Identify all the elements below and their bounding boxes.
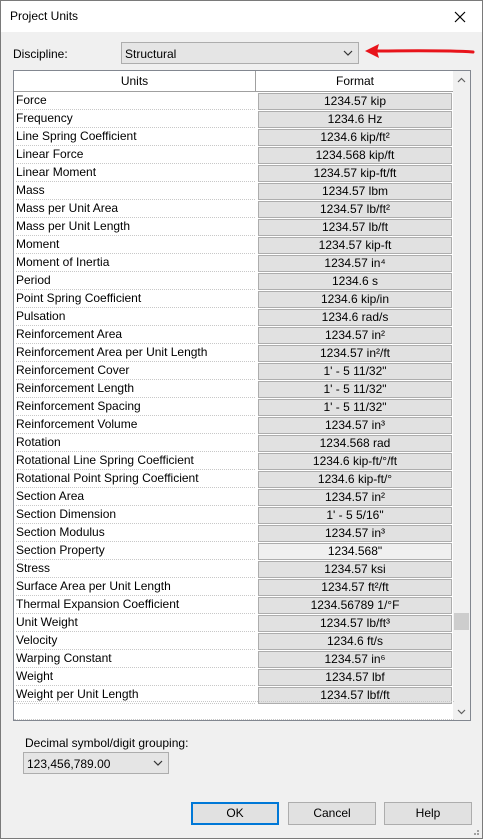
format-button[interactable]: 1234.57 in² <box>258 327 452 344</box>
table-row[interactable] <box>14 200 454 218</box>
format-button[interactable]: 1234.57 in²/ft <box>258 345 452 362</box>
unit-name-cell: Mass <box>16 182 255 200</box>
table-row[interactable] <box>14 146 454 164</box>
decimal-grouping-dropdown[interactable] <box>23 752 169 774</box>
format-button[interactable]: 1234.568" <box>258 543 452 560</box>
unit-name-cell: Moment of Inertia <box>16 254 255 272</box>
unit-name-cell: Frequency <box>16 110 255 128</box>
cancel-button[interactable]: Cancel <box>288 802 376 825</box>
format-button[interactable]: 1234.57 kip-ft/ft <box>258 165 452 182</box>
chevron-up-icon <box>457 77 466 83</box>
table-row[interactable] <box>14 218 454 236</box>
unit-name-cell: Reinforcement Spacing <box>16 398 255 416</box>
format-button[interactable]: 1' - 5 11/32" <box>258 363 452 380</box>
format-button[interactable]: 1234.57 in⁴ <box>258 255 452 272</box>
format-button[interactable]: 1234.57 ft²/ft <box>258 579 452 596</box>
unit-name-cell: Rotation <box>16 434 255 452</box>
title-bar <box>1 1 482 32</box>
unit-name-cell: Section Property <box>16 542 255 560</box>
unit-name-cell: Pulsation <box>16 308 255 326</box>
unit-name-cell: Section Modulus <box>16 524 255 542</box>
table-row[interactable] <box>14 254 454 272</box>
format-button[interactable]: 1234.57 lbf/ft <box>258 687 452 704</box>
close-icon <box>454 11 466 23</box>
format-button[interactable]: 1234.57 lbm <box>258 183 452 200</box>
table-row[interactable] <box>14 578 454 596</box>
annotation-arrow-icon <box>363 43 475 59</box>
ok-button[interactable]: OK <box>191 802 279 825</box>
table-row[interactable] <box>14 542 454 560</box>
format-button[interactable]: 1234.57 kip <box>258 93 452 110</box>
format-button[interactable]: 1234.6 Hz <box>258 111 452 128</box>
table-row[interactable] <box>14 596 454 614</box>
format-button[interactable]: 1234.56789 1/°F <box>258 597 452 614</box>
grid-header <box>14 71 454 92</box>
unit-name-cell: Rotational Line Spring Coefficient <box>16 452 255 470</box>
unit-name-cell: Reinforcement Volume <box>16 416 255 434</box>
table-row[interactable] <box>14 560 454 578</box>
unit-name-cell: Surface Area per Unit Length <box>16 578 255 596</box>
table-row[interactable] <box>14 326 454 344</box>
table-row[interactable] <box>14 650 454 668</box>
format-button[interactable]: 1' - 5 11/32" <box>258 399 452 416</box>
unit-name-cell: Reinforcement Area per Unit Length <box>16 344 255 362</box>
unit-name-cell: Linear Force <box>16 146 255 164</box>
unit-name-cell: Rotational Point Spring Coefficient <box>16 470 255 488</box>
unit-name-cell: Section Area <box>16 488 255 506</box>
format-button[interactable]: 1234.6 ft/s <box>258 633 452 650</box>
unit-name-cell: Unit Weight <box>16 614 255 632</box>
format-button[interactable]: 1234.57 ksi <box>258 561 452 578</box>
format-button[interactable]: 1234.57 lb/ft <box>258 219 452 236</box>
discipline-label: Discipline: <box>13 47 68 61</box>
format-button[interactable]: 1' - 5 11/32" <box>258 381 452 398</box>
unit-name-cell: Thermal Expansion Coefficient <box>16 596 255 614</box>
resize-grip-icon[interactable] <box>470 826 480 836</box>
discipline-value: Structural <box>125 47 177 61</box>
chevron-down-icon <box>153 757 163 769</box>
unit-name-cell: Mass per Unit Area <box>16 200 255 218</box>
decimal-grouping-label: Decimal symbol/digit grouping: <box>25 736 189 750</box>
grid-rows <box>14 92 454 704</box>
table-row[interactable] <box>14 92 454 110</box>
table-row[interactable] <box>14 164 454 182</box>
format-button[interactable]: 1234.6 kip/ft² <box>258 129 452 146</box>
table-row[interactable] <box>14 524 454 542</box>
format-column-header[interactable]: Format <box>335 74 374 88</box>
unit-name-cell: Section Dimension <box>16 506 255 524</box>
format-button[interactable]: 1234.57 lbf <box>258 669 452 686</box>
vertical-scrollbar[interactable] <box>453 71 470 720</box>
empty-row <box>14 701 454 720</box>
format-button[interactable]: 1234.568 rad <box>258 435 452 452</box>
table-row[interactable] <box>14 128 454 146</box>
format-button[interactable]: 1234.57 in⁶ <box>258 651 452 668</box>
unit-name-cell: Stress <box>16 560 255 578</box>
table-row[interactable] <box>14 506 454 524</box>
empty-row <box>14 683 454 702</box>
unit-name-cell: Reinforcement Cover <box>16 362 255 380</box>
format-button[interactable]: 1234.57 in³ <box>258 525 452 542</box>
table-row[interactable] <box>14 434 454 452</box>
unit-name-cell: Period <box>16 272 255 290</box>
table-row[interactable] <box>14 632 454 650</box>
format-button[interactable]: 1234.6 kip/in <box>258 291 452 308</box>
unit-name-cell: Reinforcement Length <box>16 380 255 398</box>
unit-name-cell: Point Spring Coefficient <box>16 290 255 308</box>
format-button[interactable]: 1234.6 s <box>258 273 452 290</box>
unit-name-cell: Mass per Unit Length <box>16 218 255 236</box>
table-row[interactable] <box>14 236 454 254</box>
format-button[interactable]: 1234.57 lb/ft³ <box>258 615 452 632</box>
scroll-thumb[interactable] <box>454 613 469 630</box>
table-row[interactable] <box>14 110 454 128</box>
unit-name-cell: Velocity <box>16 632 255 650</box>
unit-name-cell: Reinforcement Area <box>16 326 255 344</box>
table-row[interactable] <box>14 344 454 362</box>
table-row[interactable] <box>14 362 454 380</box>
format-button[interactable]: 1234.6 rad/s <box>258 309 452 326</box>
format-button[interactable]: 1234.57 lb/ft² <box>258 201 452 218</box>
format-button[interactable]: 1' - 5 5/16" <box>258 507 452 524</box>
table-row[interactable] <box>14 614 454 632</box>
decimal-grouping-value: 123,456,789.00 <box>27 757 111 771</box>
scroll-down-button[interactable] <box>453 703 470 720</box>
table-row[interactable] <box>14 470 454 488</box>
chevron-down-icon <box>343 47 353 59</box>
unit-name-cell: Force <box>16 92 255 110</box>
unit-name-cell: Weight <box>16 668 255 686</box>
discipline-dropdown[interactable] <box>121 42 359 64</box>
format-button[interactable]: 1234.57 kip-ft <box>258 237 452 254</box>
format-button[interactable]: 1234.6 kip-ft/°/ft <box>258 453 452 470</box>
table-row[interactable] <box>14 398 454 416</box>
chevron-down-icon <box>457 709 466 715</box>
unit-name-cell: Linear Moment <box>16 164 255 182</box>
format-button[interactable]: 1234.57 in² <box>258 489 452 506</box>
unit-name-cell: Warping Constant <box>16 650 255 668</box>
format-button[interactable]: 1234.568 kip/ft <box>258 147 452 164</box>
help-button[interactable]: Help <box>384 802 472 825</box>
table-row[interactable] <box>14 182 454 200</box>
close-button[interactable] <box>438 1 482 32</box>
table-row[interactable] <box>14 380 454 398</box>
dialog-title: Project Units <box>10 9 79 23</box>
table-row[interactable] <box>14 272 454 290</box>
units-column-header[interactable]: Units <box>14 71 256 91</box>
scroll-up-button[interactable] <box>453 71 470 88</box>
table-row[interactable] <box>14 416 454 434</box>
table-row[interactable] <box>14 290 454 308</box>
unit-name-cell: Moment <box>16 236 255 254</box>
unit-name-cell: Line Spring Coefficient <box>16 128 255 146</box>
format-button[interactable]: 1234.57 in³ <box>258 417 452 434</box>
units-grid <box>13 70 471 721</box>
table-row[interactable] <box>14 488 454 506</box>
table-row[interactable] <box>14 452 454 470</box>
format-button[interactable]: 1234.6 kip-ft/° <box>258 471 452 488</box>
unit-name-cell: Weight per Unit Length <box>16 686 255 704</box>
table-row[interactable] <box>14 308 454 326</box>
